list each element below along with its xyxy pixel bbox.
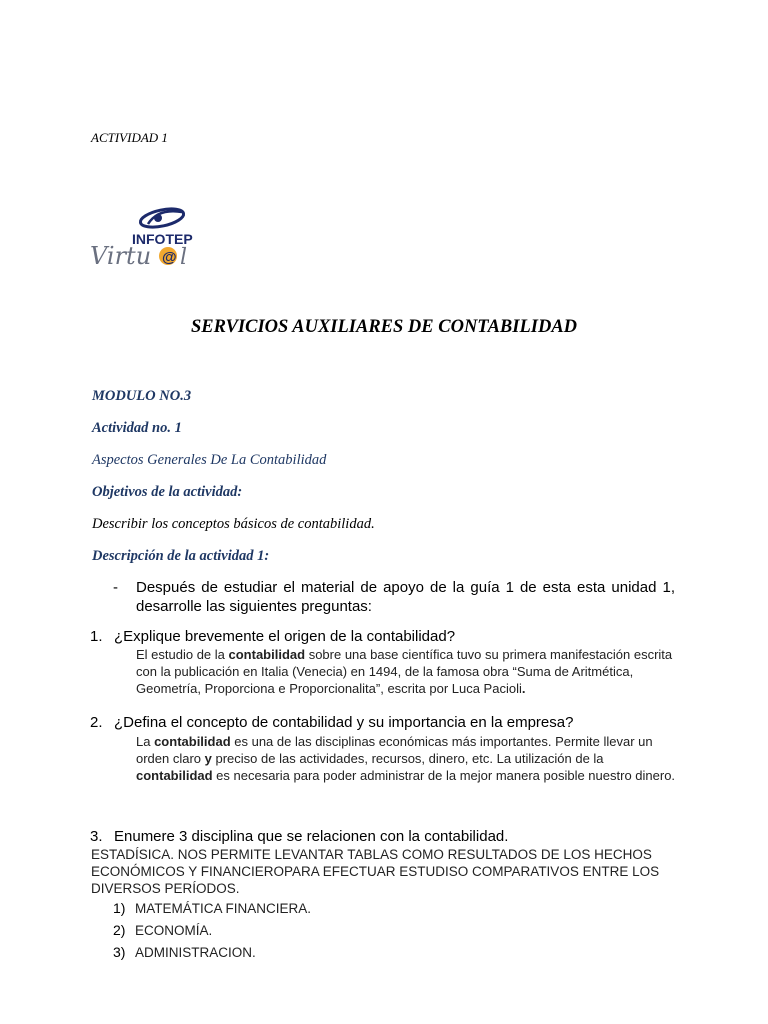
objectives-heading: Objetivos de la actividad: bbox=[92, 484, 243, 500]
svg-text:l: l bbox=[180, 245, 188, 270]
question-text: ¿Defina el concepto de contabilidad y su importancia en la empresa? bbox=[114, 714, 574, 731]
logo-brand-text: INFOTEP bbox=[132, 231, 193, 247]
list-number: 3) bbox=[113, 944, 126, 960]
svg-text:@: @ bbox=[162, 249, 177, 266]
question-1 bbox=[90, 628, 455, 645]
answer-3: ESTADÍSICA. NOS PERMITE LEVANTAR TABLAS COMO RESULTADOS DE LOS HECHOS ECONÓMICOS Y FINANCIEROPARA EFECTUAR ESTUDISO COMPARATIVOS ENTRE LOS DIVERSOS PERÍODOS. bbox=[91, 847, 660, 896]
answer-text: preciso de las actividades, recursos, dinero, etc. La utilización de la bbox=[211, 751, 604, 766]
list-item bbox=[113, 900, 311, 916]
answer-bold: . bbox=[521, 681, 526, 696]
dash-bullet: - bbox=[113, 579, 118, 596]
document-title: SERVICIOS AUXILIARES DE CONTABILIDAD bbox=[190, 317, 578, 337]
infotep-logo-graphic bbox=[88, 204, 200, 270]
answer-text: La bbox=[136, 734, 155, 749]
answer-text: es una de las disciplinas económicas más importantes. Permite llevar un orden claro bbox=[136, 734, 653, 766]
question-text: ¿Explique brevemente el origen de la contabilidad? bbox=[114, 628, 456, 645]
answer-text: El estudio de la bbox=[136, 647, 229, 662]
answer-text: sobre una base científica tuvo su primera manifestación escrita con la publicación en Italia (Venecia) en 1494, de la famosa obra “Suma de Aritmética, Geometría, Proporciona e Proporcionalita”, escrita por Luca Pacioli bbox=[136, 647, 673, 696]
answer-text: es necesaria para poder administrar de la mejor manera posible nuestro dinero. bbox=[212, 768, 676, 783]
answer-bold: y bbox=[204, 751, 212, 766]
list-item bbox=[113, 944, 256, 960]
list-text: ECONOMÍA. bbox=[135, 923, 213, 938]
answer-2 bbox=[136, 733, 676, 784]
module-heading: MODULO NO.3 bbox=[92, 388, 192, 404]
answer-1 bbox=[136, 646, 676, 697]
description-heading: Descripción de la actividad 1: bbox=[92, 548, 270, 564]
answer-bold: contabilidad bbox=[154, 734, 231, 749]
logo-script-text: Virtu bbox=[90, 242, 152, 270]
question-text: Enumere 3 disciplina que se relacionen con la contabilidad. bbox=[114, 828, 509, 845]
question-3 bbox=[90, 828, 508, 845]
infotep-virtual-logo bbox=[88, 204, 200, 270]
activity-number-heading: Actividad no. 1 bbox=[92, 420, 182, 436]
question-number: 3. bbox=[90, 828, 103, 845]
list-item bbox=[113, 922, 212, 938]
instructions-text: Después de estudiar el material de apoyo de la guía 1 de esta esta unidad 1, desarrolle las siguientes preguntas: bbox=[136, 579, 675, 615]
topic-heading: Aspectos Generales De La Contabilidad bbox=[92, 452, 327, 468]
instructions-item bbox=[113, 578, 675, 616]
activity-header-label: ACTIVIDAD 1 bbox=[91, 130, 168, 145]
question-number: 1. bbox=[90, 628, 103, 645]
question-number: 2. bbox=[90, 714, 103, 731]
answer-bold: contabilidad bbox=[136, 768, 213, 783]
question-2 bbox=[90, 714, 573, 731]
answer-bold: contabilidad bbox=[228, 647, 306, 662]
list-number: 1) bbox=[113, 900, 126, 916]
objective-text: Describir los conceptos básicos de contabilidad. bbox=[92, 516, 375, 532]
list-text: ADMINISTRACION. bbox=[135, 945, 256, 960]
list-number: 2) bbox=[113, 922, 126, 938]
list-text: MATEMÁTICA FINANCIERA. bbox=[135, 901, 312, 916]
